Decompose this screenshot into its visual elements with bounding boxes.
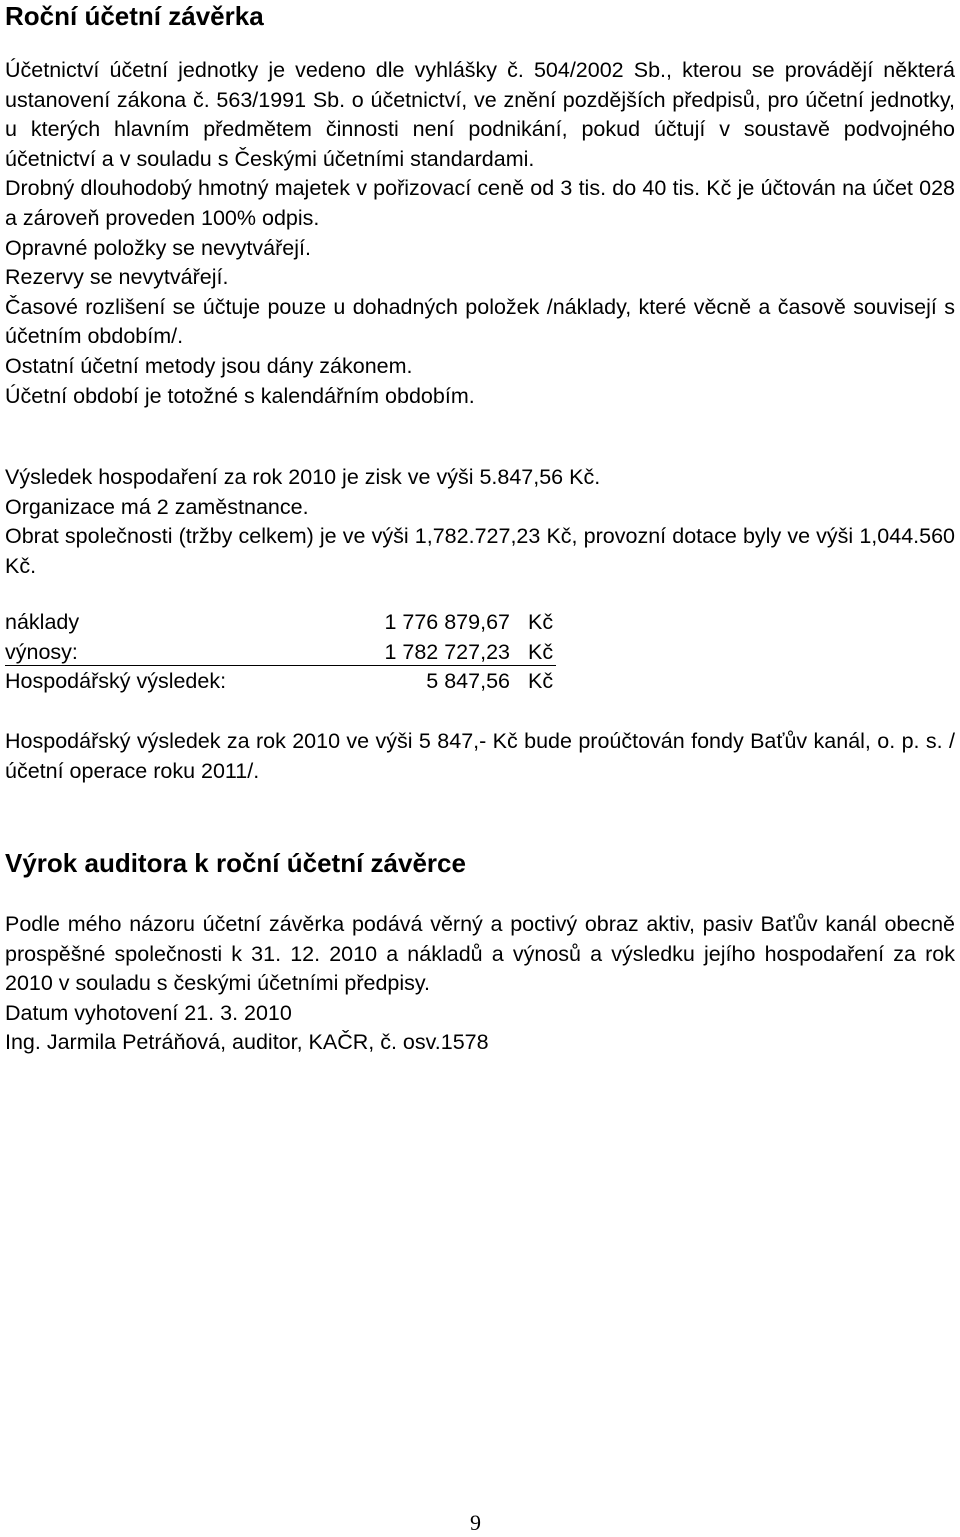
costs-currency: Kč: [528, 610, 554, 634]
accruals-paragraph: Časové rozlišení se účtuje pouze u dohadných položek /náklady, které věcně a časově souvisejí s účetním obdobím/.: [5, 294, 955, 349]
financial-row-costs: [5, 608, 565, 638]
financial-summary: [5, 608, 565, 697]
result-value: 5 847,56: [426, 669, 510, 694]
page-number: 9: [470, 1510, 481, 1535]
result-currency: Kč: [528, 669, 554, 694]
allocation-paragraph: Hospodářský výsledek za rok 2010 ve výši 5 847,- Kč bude proúčtován fondy Baťův kanál, o. p. s. /účetní operace roku 2011/.: [5, 729, 955, 783]
turnover-paragraph: Obrat společnosti (tržby celkem) je ve výši 1,782.727,23 Kč, provozní dotace byly ve výši 1,044.560 Kč.: [5, 524, 955, 578]
provisions-paragraph: Rezervy se nevytvářejí.: [5, 265, 229, 290]
costs-label: náklady: [5, 610, 80, 634]
other-methods-paragraph: Ostatní účetní metody jsou dány zákonem.: [5, 353, 413, 378]
auditor-date: Datum vyhotovení 21. 3. 2010: [5, 1000, 292, 1025]
revenues-label: výnosy:: [5, 639, 78, 664]
allocation-section: [5, 727, 955, 786]
auditor-signature: Ing. Jarmila Petráňová, auditor, KAČR, č. osv.1578: [5, 1030, 489, 1055]
result-label: Hospodářský výsledek:: [5, 669, 227, 694]
page-title: Roční účetní závěrka: [5, 1, 264, 31]
profit-paragraph: Výsledek hospodaření za rok 2010 je zisk ve výši 5.847,56 Kč.: [5, 465, 601, 489]
results-section: [5, 463, 955, 581]
financial-row-revenues: [5, 638, 565, 668]
auditor-section: [5, 910, 955, 1058]
accounting-methods-section: [5, 56, 955, 411]
revenues-value: 1 782 727,23: [384, 639, 510, 664]
costs-value: 1 776 879,67: [384, 610, 510, 634]
fixed-assets-paragraph: Drobný dlouhodobý hmotný majetek v pořizovací ceně od 3 tis. do 40 tis. Kč je účtován na účet 028 a zároveň proveden 100% odpis.: [5, 176, 955, 230]
allowances-paragraph: Opravné položky se nevytvářejí.: [5, 235, 311, 260]
revenues-currency: Kč: [528, 639, 554, 664]
accounting-period-paragraph: Účetní období je totožné s kalendářním obdobím.: [5, 383, 475, 408]
auditor-heading: Výrok auditora k roční účetní závěrce: [5, 848, 466, 878]
accounting-basis-paragraph: Účetnictví účetní jednotky je vedeno dle vyhlášky č. 504/2002 Sb., kterou se provádějí některá ustanovení zákona č. 563/1991 Sb. o účetnictví, ve znění pozdějších předpisů, pro účetní jednotky, u kterých hlavním předmětem činnosti není podnikání, pokud účtují v soustavě podvojného účetnictví a v souladu s Českými účetními standardami.: [5, 58, 955, 171]
employees-paragraph: Organizace má 2 zaměstnance.: [5, 494, 309, 519]
auditor-opinion-paragraph: Podle mého názoru účetní závěrka podává věrný a poctivý obraz aktiv, pasiv Baťův kanál obecně prospěšné společnosti k 31. 12. 2010 a nákladů a výnosů a výsledku jejího hospodaření za rok 2010 v souladu s českými účetními předpisy.: [5, 912, 955, 996]
financial-row-result: [5, 667, 565, 697]
revenues-underline: [5, 665, 556, 666]
